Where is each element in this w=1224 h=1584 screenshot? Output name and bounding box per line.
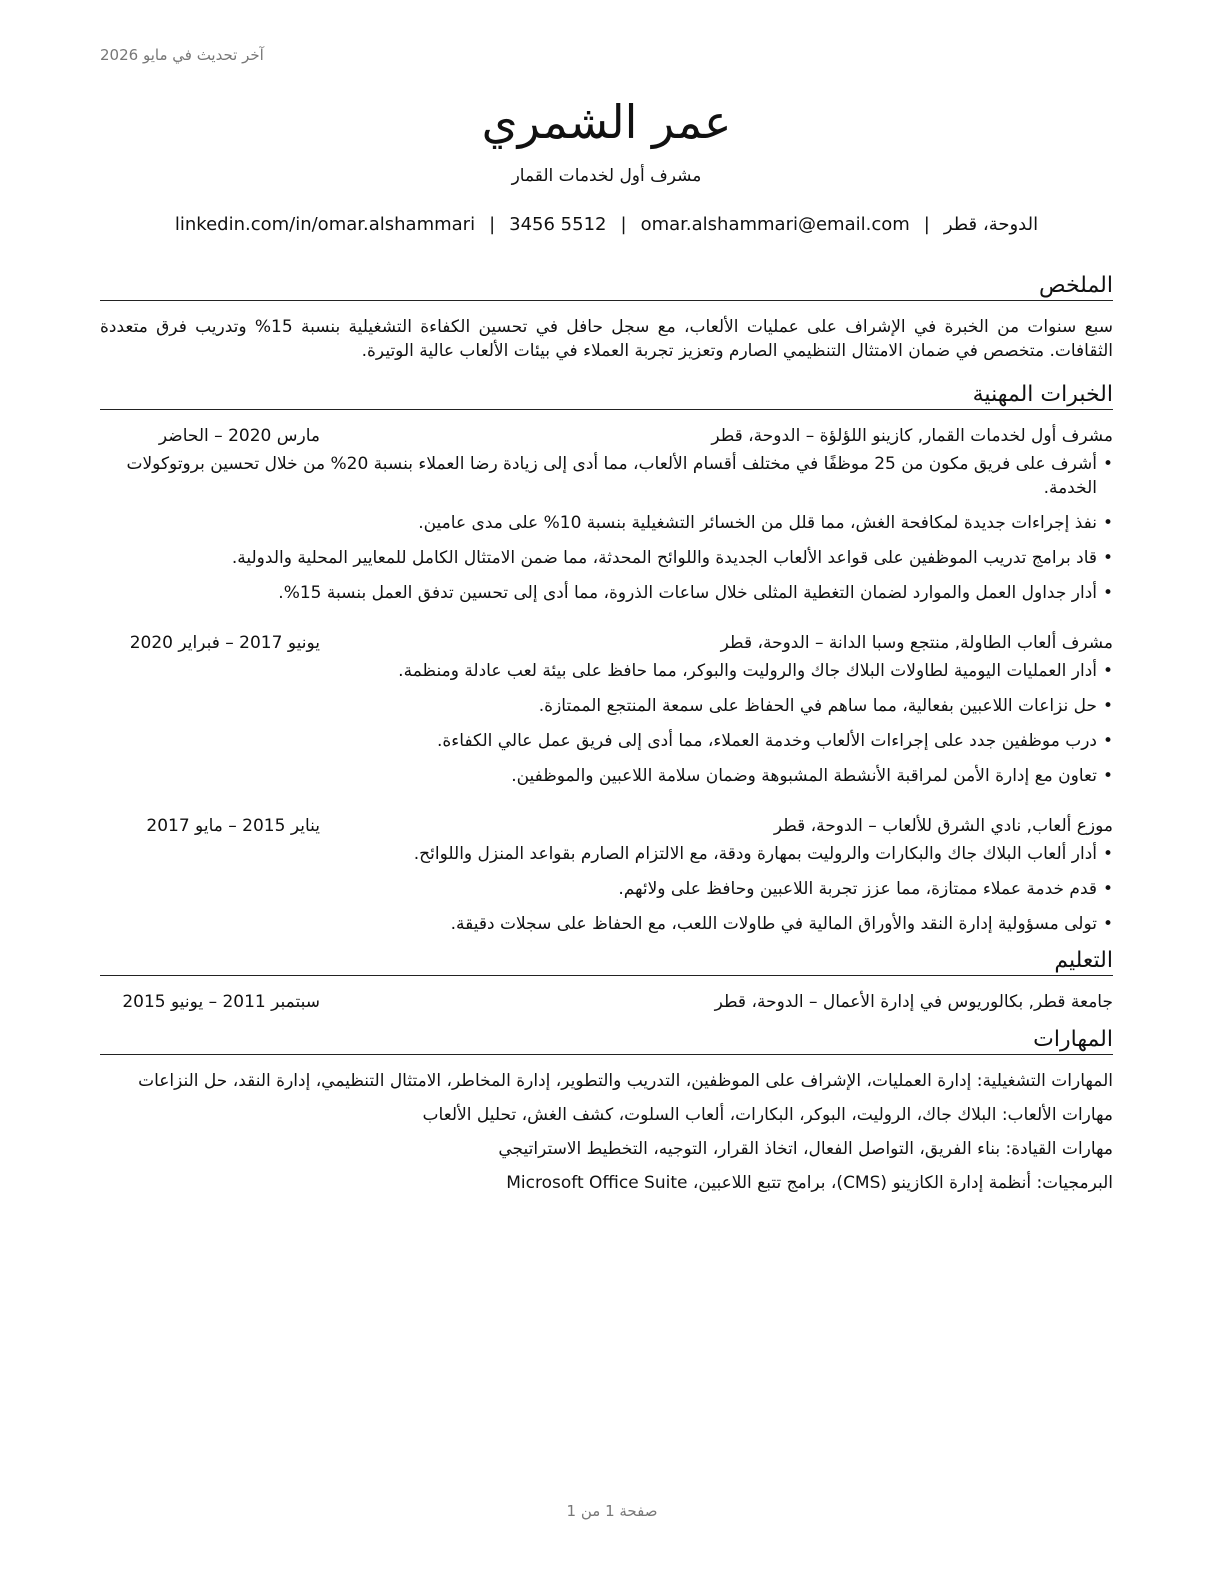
candidate-name: عمر الشمري: [481, 95, 732, 149]
skill-line: المهارات التشغيلية: إدارة العمليات، الإشراف على الموظفين، التدريب والتطوير، إدارة المخاطر، الامتثال التنظيمي، إدارة النقد، حل النزاعات: [138, 1071, 1113, 1091]
experience-bullet: • درب موظفين جدد على إجراءات الألعاب وخدمة العملاء، مما أدى إلى فريق عمل عالي الكفاءة.: [100, 729, 1113, 753]
education-dates: سبتمبر 2011 – يونيو 2015: [122, 992, 320, 1012]
contact-email[interactable]: omar.alshammari@email.com: [640, 214, 910, 235]
summary-text: سبع سنوات من الخبرة في الإشراف على عمليات الألعاب، مع سجل حافل في تحسين الكفاءة التشغيلية بنسبة 15% وتدريب فرق متعددة الثقافات. متخصص في ضمان الامتثال التنظيمي الصارم وتعزيز تجربة العملاء في بيئات الألعاب عالية الوتيرة.: [100, 317, 1113, 361]
contact-linkedin[interactable]: linkedin.com/in/omar.alshammari: [174, 214, 476, 235]
last-updated-note: آخر تحديث في مايو 2026: [100, 46, 264, 64]
experience-bullet: • نفذ إجراءات جديدة لمكافحة الغش، مما قلل من الخسائر التشغيلية بنسبة 10% على مدى عامين.: [100, 511, 1113, 535]
education-entry: [100, 990, 1113, 1014]
contact-separator: |: [620, 214, 627, 235]
experience-bullet: • تولى مسؤولية إدارة النقد والأوراق المالية في طاولات اللعب، مع الحفاظ على سجلات دقيقة.: [100, 912, 1113, 936]
experience-heading: الخبرات المهنية: [100, 381, 1113, 410]
page-number: صفحة 1 من 1: [566, 1502, 658, 1520]
experience-role: موزع ألعاب, نادي الشرق للألعاب – الدوحة، قطر: [773, 816, 1113, 836]
contact-phone: 3456 5512: [509, 214, 607, 235]
resume-page: [100, 0, 1113, 1195]
experience-entry: [100, 631, 1113, 788]
experience-entry: [100, 424, 1113, 605]
skill-line: مهارات القيادة: بناء الفريق، التواصل الفعال، اتخاذ القرار، التوجيه، التخطيط الاستراتيجي: [498, 1139, 1113, 1159]
experience-entry: [100, 814, 1113, 936]
experience-bullet: • قاد برامج تدريب الموظفين على قواعد الألعاب الجديدة واللوائح المحدثة، مما ضمن الامتثال الكامل للمعايير المحلية والدولية.: [100, 546, 1113, 570]
contact-line: [100, 212, 1113, 238]
experience-dates: مارس 2020 – الحاضر: [158, 426, 320, 446]
skills-list: [100, 1069, 1113, 1195]
experience-bullet: • قدم خدمة عملاء ممتازة، مما عزز تجربة اللاعبين وحافظ على ولائهم.: [100, 877, 1113, 901]
experience-role: مشرف أول لخدمات القمار, كازينو اللؤلؤة – الدوحة، قطر: [711, 426, 1113, 446]
contact-location: الدوحة، قطر: [943, 214, 1039, 235]
experience-bullet: • أدار جداول العمل والموارد لضمان التغطية المثلى خلال ساعات الذروة، مما أدى إلى تحسين تدفق العمل بنسبة 15%.: [100, 581, 1113, 605]
experience-bullet: • أدار ألعاب البلاك جاك والبكارات والروليت بمهارة ودقة، مع الالتزام الصارم بقواعد المنزل واللوائح.: [100, 842, 1113, 866]
education-heading: التعليم: [100, 947, 1113, 976]
skills-heading: المهارات: [100, 1026, 1113, 1055]
experience-bullet: • حل نزاعات اللاعبين بفعالية، مما ساهم في الحفاظ على سمعة المنتجع الممتازة.: [100, 694, 1113, 718]
experience-bullet: • تعاون مع إدارة الأمن لمراقبة الأنشطة المشبوهة وضمان سلامة اللاعبين والموظفين.: [100, 764, 1113, 788]
experience-dates: يناير 2015 – مايو 2017: [146, 816, 320, 836]
skill-line: البرمجيات: أنظمة إدارة الكازينو (CMS)، برامج تتبع اللاعبين، Microsoft Office Suite: [506, 1173, 1113, 1193]
experience-dates: يونيو 2017 – فبراير 2020: [129, 633, 320, 653]
skill-line: مهارات الألعاب: البلاك جاك، الروليت، البوكر، البكارات، ألعاب السلوت، كشف الغش، تحليل الألعاب: [422, 1105, 1113, 1125]
summary-heading: الملخص: [100, 272, 1113, 301]
experience-bullet: • أشرف على فريق مكون من 25 موظفًا في مختلف أقسام الألعاب، مما أدى إلى زيادة رضا العملاء بنسبة 20% من خلال تحسين بروتوكولات الخدمة.: [100, 452, 1113, 500]
contact-separator: |: [923, 214, 930, 235]
education-degree: جامعة قطر, بكالوريوس في إدارة الأعمال – الدوحة، قطر: [714, 992, 1113, 1012]
job-title: مشرف أول لخدمات القمار: [511, 166, 702, 186]
experience-role: مشرف ألعاب الطاولة, منتجع وسبا الدانة – الدوحة، قطر: [720, 633, 1113, 653]
contact-separator: |: [489, 214, 496, 235]
experience-bullet: • أدار العمليات اليومية لطاولات البلاك جاك والروليت والبوكر، مما حافظ على بيئة لعب عادلة ومنظمة.: [100, 659, 1113, 683]
